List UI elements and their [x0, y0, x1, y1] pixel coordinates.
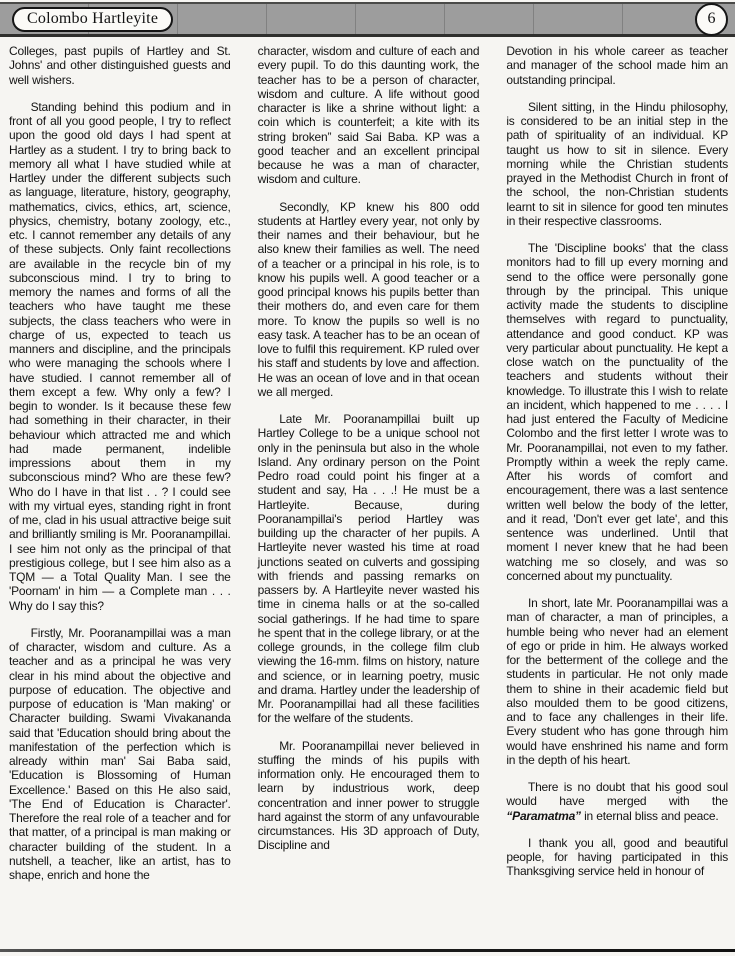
paragraph: Standing behind this podium and in front of all you good people, I try to reflect upon the good old days I had spent at Hartley as a student. I try to bring back to memory all what I have studied while at Hartley under the different subjects such as language, literature, history, geography, mathematics, civics, ethics, art, science, physics, chemistry, botany zoology, etc., etc. I cannot remember any details of any of these subjects. Only faint recollections are available in the recycle bin of my subconscious mind. I try to bring to memory the names and forms of all the teachers who have taught me these subjects, the class teachers who were in charge of us, expected to teach us manners and discipline, and the principals who were managing the schools where I have studied. I cannot remember all of them except a few. Why only a few? I begin to wonder. Is it because these few had something in their character, in their behaviour which attracted me and which had made permanent, indelible impressions about them in my subconscious mind? Who are these few? Who do I have in that list . . ? I could see with my virtual eyes, standing right in front of me, clad in his usual attractive beige suit and brilliantly smiling is Mr. Pooranampillai. I see him not only as the principal of that prestigious college, but I see him also as a TQM — a Total Quality Man. I see the 'Poornam' in him — a Complete man . . . Why do I say this? — [9, 99, 231, 613]
paragraph: Firstly, Mr. Pooranampillai was a man of character, wisdom and culture. As a teacher and as a principal he was very clear in his mind about the objective and purpose of education. The objective and purpose of education is 'Man making' or Character building. Swami Vivakananda said that 'Education should bring about the manifestation of the perfection which is already within man' Sai Baba said, 'Education is Blossoming of Human Excellence.' Based on this He also said, 'The End of Education is Character'. Therefore the real role of a teacher and for that matter, of a principal is man making or character building of the student. In a nutshell, a teacher, like an artist, has to shape, enrich and hone the — [9, 625, 231, 882]
page-number-badge: 6 — [695, 3, 728, 36]
paragraph: I thank you all, good and beautiful people, for having participated in this Thanksgiving service held in honour of — [506, 835, 728, 879]
column-1 — [9, 44, 231, 944]
bottom-rule — [0, 949, 735, 952]
masthead-title: Colombo Hartleyite — [12, 7, 173, 32]
column-3 — [506, 44, 728, 944]
paragraph: Colleges, past pupils of Hartley and St. Johns' and other distinguished guests and well wishers. — [9, 44, 231, 87]
paragraph: Devotion in his whole career as teacher and manager of the school made him an outstanding principal. — [506, 44, 728, 87]
header-band — [0, 2, 735, 37]
column-2 — [258, 44, 480, 944]
paragraph: Secondly, KP knew his 800 odd students at Hartley every year, not only by their names and their behaviour, but he also knew their families as well. The need of a teacher or a principal in his role, is to know his pupils well. A good teacher or a good principal knows his pupils better than their mothers do, and even care for them more. To know the pupils so well is no easy task. A teacher has to be an ocean of love to fulfil this requirement. KP ruled over his staff and students by love and affection. He was an ocean of love and in that ocean we all merged. — [257, 199, 480, 399]
paragraph: Late Mr. Pooranampillai built up Hartley College to be a unique school not only in the peninsula but also in the whole Island. Any ordinary person on the Point Pedro road could point his finger at a student and say, Ha . . .! He must be a Hartleyite. Because, during Pooranampillai's period Hartley was building up the character of her pupils. A Hartleyite never wasted his time at road junctions seated on culverts and gossiping with friends and passing remarks on passers by. A Hartleyite never wasted his time in cinema halls or at the so-called social gatherings. If he had time to spare he spent that in the college library, or at the college grounds, in the college film club viewing the 16-mm. films on history, nature and science, or in learning poetry, music and drama. Hartley under the leadership of Mr. Pooranampillai had all these facilities for the welfare of the students. — [257, 412, 480, 726]
paragraph: Silent sitting, in the Hindu philosophy, is considered to be an initial step in the path of spirituality of an individual. KP taught us how to sit in silence. Every morning while the Christian students prayed in the Methodist Church in front of the school, the non-Christian students learnt to sit in silence for good ten minutes in their respective classrooms. — [506, 99, 728, 228]
emphasized-word: “Paramatma” — [506, 808, 581, 823]
paragraph: There is no doubt that his good soul would have merged with the “Paramatma” in eternal bliss and peace. — [506, 780, 728, 823]
paragraph: The 'Discipline books' that the class monitors had to fill up every morning and send to the office were personally gone through by the principal. This unique activity made the students to discipline themselves with regard to punctuality, attendance and good conduct. KP was very particular about punctuality. He kept a close watch on the punctuality of the teachers and students without their knowledge. To illustrate this I wish to relate an incident, which happened to me . . . . I had just entered the Faculty of Medicine Colombo and the first letter I wrote was to Mr. Pooranampillai, not even to my father. Promptly within a week the reply came. After his words of comfort and encouragement, there was a last sentence written well below the body of the letter, and it read, 'Don't ever get late', and this sentence was underlined. Until that moment I never knew that he had been watching me so closely, and was so concerned about my punctuality. — [506, 241, 728, 583]
paragraph: Mr. Pooranampillai never believed in stuffing the minds of his pupils with information only. He encouraged them to learn by industrious work, deep concentration and inner power to struggle hard against the storm of any unfavourable circumstances. His 3D approach of Duty, Discipline and — [257, 738, 480, 853]
paragraph: In short, late Mr. Pooranampillai was a man of character, a man of principles, a humble being who never had an element of ego or pride in him. He always worked for the betterment of the college and the students in particular. He not only made them to shine in their academic field but also moulded them to be good citizens, and to face any challenges in their life. Every student who has gone through him would have enshrined his name and form in the depth of his heart. — [506, 596, 728, 767]
article-body — [9, 44, 728, 944]
paragraph: character, wisdom and culture of each and every pupil. To do this daunting work, the teacher has to be a person of character, wisdom and culture. A life without good character is like a shrine without light: a coin which is counterfeit; a kite with its string broken” said Sai Baba. KP was a good teacher and an excellent principal because he was a man of character, wisdom and culture. — [257, 44, 480, 187]
